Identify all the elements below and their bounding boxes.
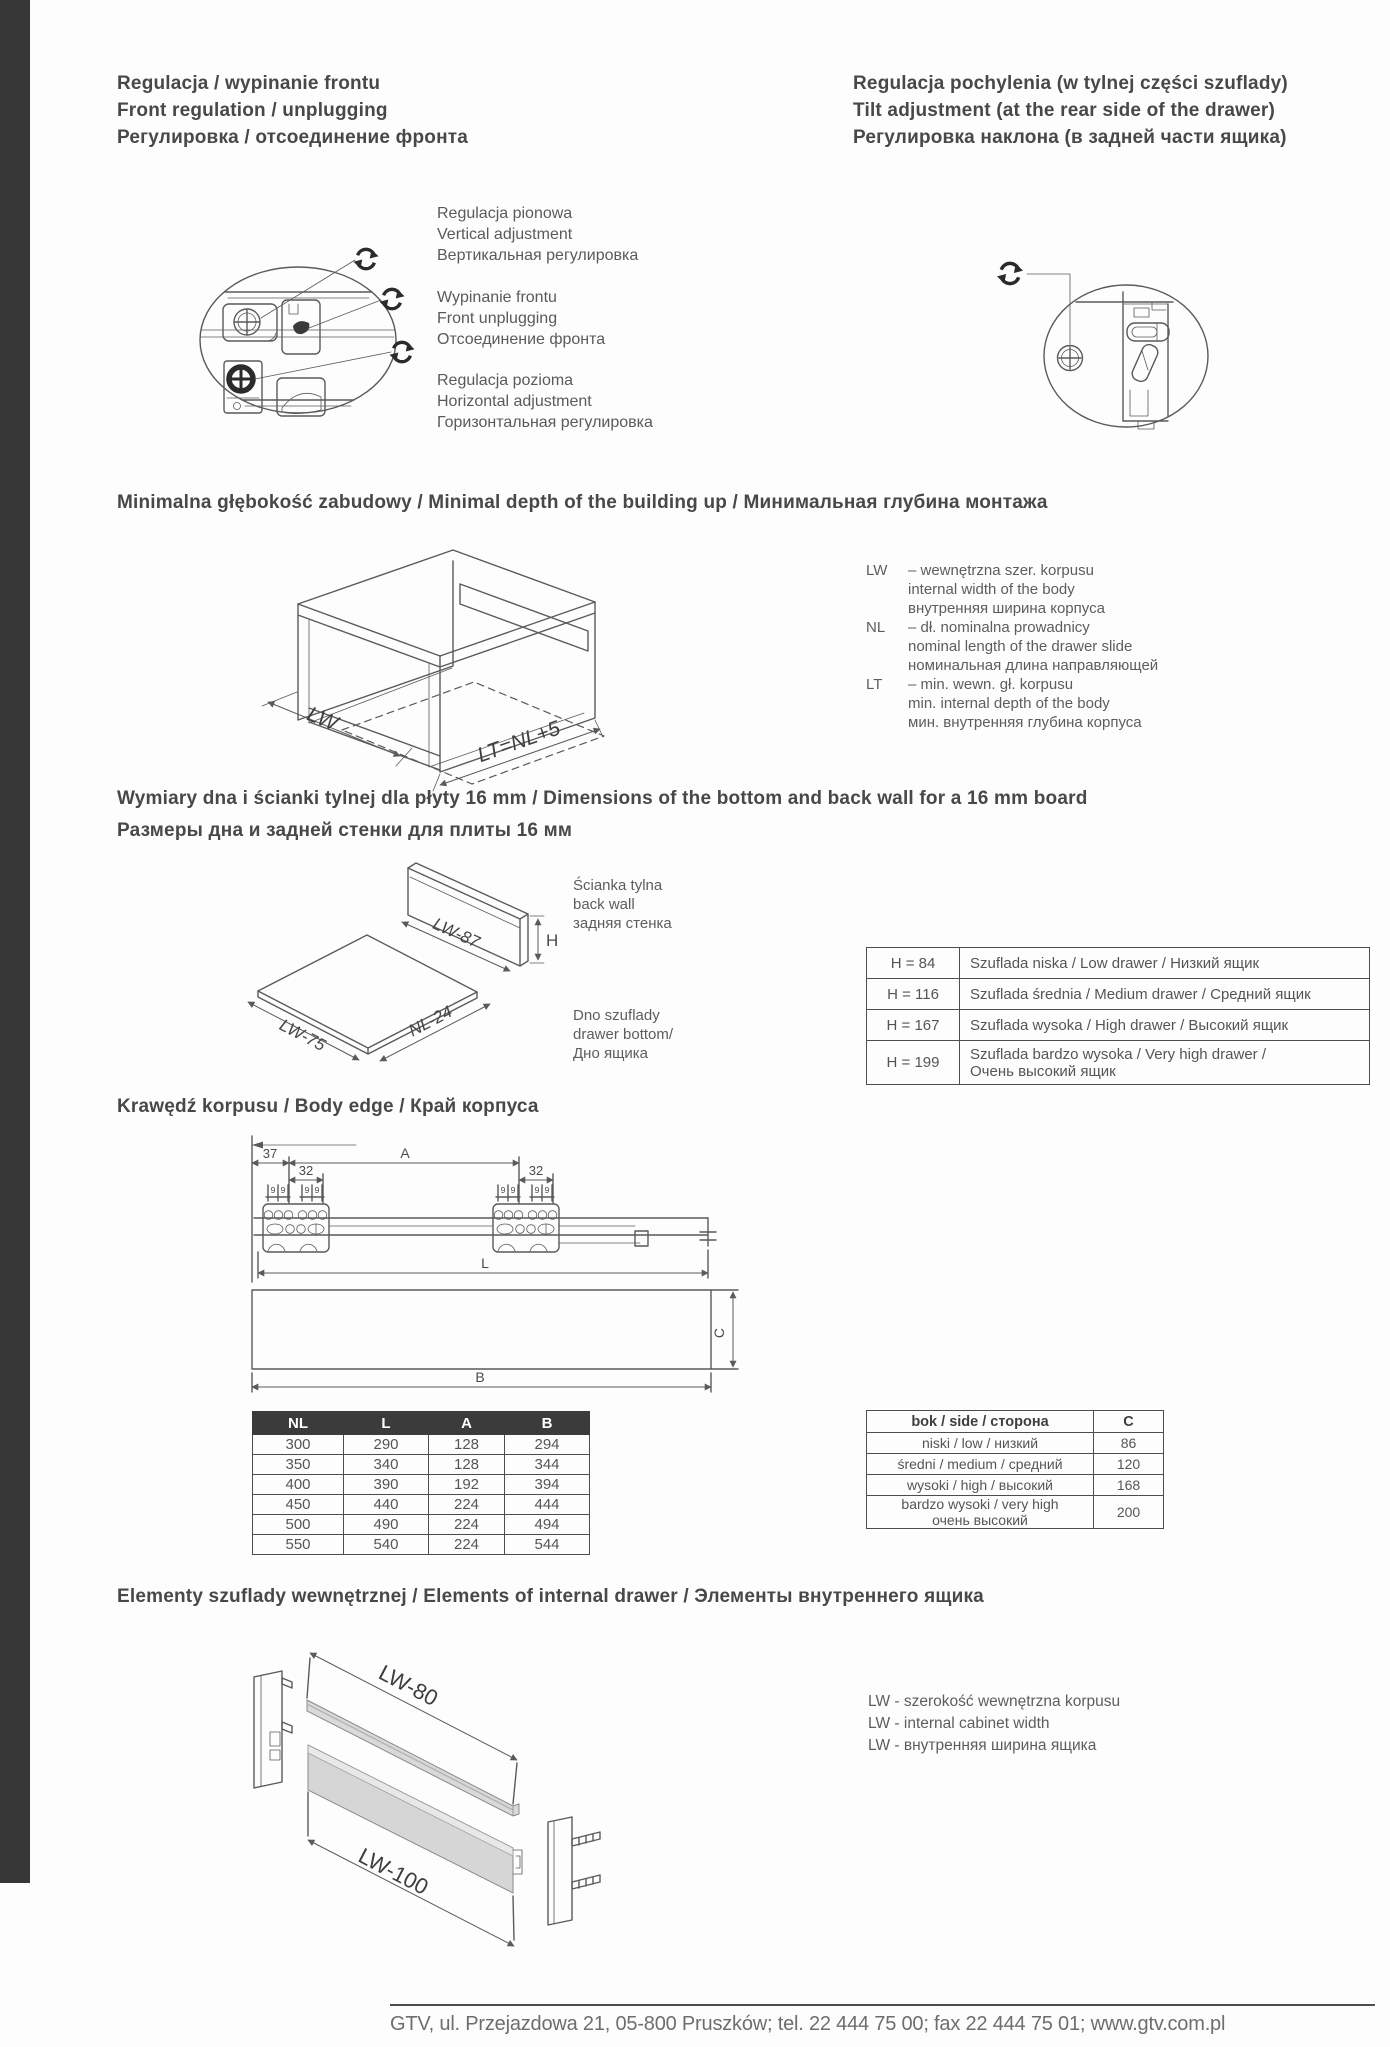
dim-label-lw: LW	[303, 702, 341, 736]
dim-9-group	[266, 1185, 290, 1201]
legend-lw-en: internal width of the body	[908, 581, 1075, 598]
h-value: H = 84	[867, 948, 960, 979]
table-row: bardzo wysoki / very high очень высокий 200	[867, 1496, 1164, 1529]
legend-abbr-nl: NL	[866, 619, 886, 636]
dim-32: 32	[528, 1163, 544, 1178]
heading-front-regulation-ru: Регулировка / отсоединение фронта	[117, 127, 469, 148]
heading-tilt-adjustment-pl: Regulacja pochylenia (w tylnej części szuflady)	[853, 73, 1288, 94]
col-nl: NL	[253, 1412, 344, 1435]
drawer-height-table	[866, 947, 1370, 1085]
legend-row-nl	[866, 618, 1158, 675]
dim-b: B	[475, 1369, 485, 1385]
label-back-wall-ru: задняя стенка	[573, 915, 672, 932]
legend-row-lw	[866, 561, 1158, 618]
label-horizontal-pl: Regulacja pozioma	[437, 372, 574, 389]
label-drawer-bottom	[573, 1006, 673, 1063]
dim-label-lw100: LW-100	[354, 1842, 433, 1900]
heading-internal-drawer: Elementy szuflady wewnętrznej / Elements of internal drawer / Элементы внутреннего ящика	[117, 1586, 984, 1607]
dim-9-group	[496, 1185, 520, 1201]
dim-label-lw80: LW-80	[374, 1659, 443, 1711]
lw-legend	[868, 1691, 1120, 1757]
release-latch	[293, 321, 309, 334]
label-back-wall-pl: Ścianka tylna	[573, 877, 663, 894]
label-unplug-en: Front unplugging	[437, 310, 558, 327]
rotation-arrow-icon	[379, 289, 404, 308]
slide-dimension-drawing	[230, 1130, 750, 1410]
side-height-table	[866, 1410, 1164, 1529]
table-header-row	[867, 1411, 1164, 1433]
heading-front-regulation-pl: Regulacja / wypinanie frontu	[117, 73, 381, 94]
right-bracket	[548, 1817, 572, 1925]
dim-label-lt: LT=NL+5	[474, 716, 564, 768]
heading-board16-line2: Размеры дна и задней стенки для плиты 16 мм	[117, 820, 573, 841]
legend-abbr-lw: LW	[866, 562, 888, 579]
lw-legend-en: LW - internal cabinet width	[868, 1715, 1050, 1732]
heading-tilt-adjustment-en: Tilt adjustment (at the rear side of the drawer)	[853, 100, 1276, 121]
table-row: 400 390 192 394	[253, 1475, 590, 1495]
dim-37: 37	[262, 1146, 278, 1161]
col-side: bok / side / сторона	[867, 1411, 1094, 1433]
col-a: A	[429, 1412, 505, 1435]
rotation-arrow-icon	[389, 342, 414, 361]
svg-text:9: 9	[510, 1185, 516, 1195]
rotation-arrow-icon	[997, 263, 1023, 283]
legend-lw-pl: – wewnętrzna szer. korpusu	[908, 562, 1094, 579]
legend-lw-ru: внутренняя ширина корпуса	[908, 600, 1105, 617]
table-row	[867, 948, 1370, 979]
dim-c: C	[711, 1327, 727, 1339]
heading-tilt-adjustment-ru: Регулировка наклона (в задней части ящика)	[853, 127, 1287, 148]
label-front-unplugging	[437, 287, 605, 350]
dim-32: 32	[298, 1163, 314, 1178]
table-row: 550 540 224 544	[253, 1535, 590, 1555]
dim-9-group	[530, 1185, 554, 1201]
dim-9-group	[300, 1185, 324, 1201]
lw-legend-pl: LW - szerokość wewnętrzna korpusu	[868, 1693, 1121, 1710]
table-row: 350 340 128 344	[253, 1455, 590, 1475]
svg-text:9: 9	[314, 1185, 320, 1195]
dim-l: L	[481, 1255, 489, 1271]
legend-lt-en: min. internal depth of the body	[908, 695, 1110, 712]
dim-label-nl24: NL-24	[405, 1002, 456, 1041]
slide-length-table	[252, 1411, 590, 1555]
label-horizontal-ru: Горизонтальная регулировка	[437, 414, 653, 431]
col-b: B	[505, 1412, 590, 1435]
svg-text:9: 9	[270, 1185, 276, 1195]
h-desc-line2: Очень высокий ящик	[970, 1062, 1116, 1080]
heading-board16	[117, 783, 1088, 847]
h-value: H = 199	[867, 1041, 960, 1085]
label-back-wall-en: back wall	[573, 896, 635, 913]
mounting-block	[263, 1204, 329, 1252]
heading-minimal-depth: Minimalna głębokość zabudowy / Minimal depth of the building up / Минимальная глубина монтажа	[117, 492, 1048, 513]
label-unplug-ru: Отсоединение фронта	[437, 331, 606, 348]
col-c: C	[1094, 1411, 1164, 1433]
footer-address: GTV, ul. Przejazdowa 21, 05-800 Pruszków; tel. 22 444 75 00; fax 22 444 75 01; www.gtv.com.pl	[390, 2013, 1226, 2035]
table-row: wysoki / high / высокий 168	[867, 1475, 1164, 1496]
legend-lt-pl: – min. wewn. gł. korpusu	[908, 676, 1074, 693]
mounting-block	[493, 1204, 559, 1252]
label-horizontal-en: Horizontal adjustment	[437, 393, 592, 410]
h-value: H = 167	[867, 1010, 960, 1041]
table-row	[867, 1010, 1370, 1041]
table-row: 300 290 128 294	[253, 1435, 590, 1455]
svg-text:9: 9	[544, 1185, 550, 1195]
legend-row-lt	[866, 675, 1158, 732]
dim-label-h: H	[546, 931, 559, 950]
svg-text:9: 9	[500, 1185, 506, 1195]
left-bracket	[254, 1671, 282, 1788]
label-vertical-ru: Вертикальная регулировка	[437, 247, 639, 264]
lw-legend-ru: LW - внутренняя ширина ящика	[868, 1737, 1097, 1754]
label-drawer-bottom-en: drawer bottom/	[573, 1026, 674, 1043]
h-desc: Szuflada wysoka / High drawer / Высокий ящик	[960, 1010, 1370, 1041]
h-desc: Szuflada niska / Low drawer / Низкий ящик	[960, 948, 1370, 979]
label-back-wall	[573, 876, 672, 933]
label-unplug-pl: Wypinanie frontu	[437, 289, 557, 306]
heading-board16-line1: Wymiary dna i ścianki tylnej dla płyty 16 mm / Dimensions of the bottom and back wall for a 16 mm board	[117, 788, 1088, 809]
table-row	[867, 979, 1370, 1010]
legend-abbr-lt: LT	[866, 676, 883, 693]
left-edge-accent-bar	[0, 0, 30, 1883]
label-vertical-en: Vertical adjustment	[437, 226, 573, 243]
heading-front-regulation-en: Front regulation / unplugging	[117, 100, 388, 121]
svg-text:9: 9	[280, 1185, 286, 1195]
col-l: L	[344, 1412, 429, 1435]
footer-divider	[390, 2004, 1375, 2006]
label-vertical-pl: Regulacja pionowa	[437, 205, 573, 222]
legend-nl-ru: номинальная длина направляющей	[908, 657, 1159, 674]
h-desc-line1: Szuflada bardzo wysoka / Very high drawer /	[970, 1045, 1266, 1063]
table-row: niski / low / низкий 86	[867, 1433, 1164, 1454]
dim-label-lw87: LW-87	[429, 914, 483, 952]
h-desc: Szuflada średnia / Medium drawer / Средний ящик	[960, 979, 1370, 1010]
abbreviation-legend	[866, 561, 1158, 732]
svg-text:9: 9	[534, 1185, 540, 1195]
heading-tilt-adjustment	[853, 70, 1288, 151]
legend-nl-en: nominal length of the drawer slide	[908, 638, 1133, 655]
dim-a: A	[400, 1145, 410, 1161]
svg-text:9: 9	[304, 1185, 310, 1195]
table-row: 450 440 224 444	[253, 1495, 590, 1515]
legend-lt-ru: мин. внутренняя глубина корпуса	[908, 714, 1142, 731]
label-vertical-adjustment	[437, 203, 638, 266]
side-panel-outline	[252, 1290, 711, 1369]
dim-label-lw75: LW-75	[276, 1015, 329, 1055]
table-header-row	[253, 1412, 590, 1435]
h-value: H = 116	[867, 979, 960, 1010]
heading-body-edge: Krawędź korpusu / Body edge / Край корпуса	[117, 1096, 539, 1117]
tilt-adjustment-diagram	[990, 250, 1250, 450]
table-row: 500 490 224 494	[253, 1515, 590, 1535]
heading-front-regulation	[117, 70, 468, 151]
internal-drawer-elements-diagram	[230, 1620, 650, 1960]
table-row	[867, 1041, 1370, 1085]
table-row: średni / medium / средний 120	[867, 1454, 1164, 1475]
label-drawer-bottom-pl: Dno szuflady	[573, 1007, 660, 1024]
cabinet-isometric-diagram	[250, 540, 650, 800]
legend-nl-pl: – dł. nominalna prowadnicy	[908, 619, 1090, 636]
h-desc	[960, 1041, 1370, 1085]
label-horizontal-adjustment	[437, 370, 653, 433]
label-drawer-bottom-ru: Дно ящика	[573, 1045, 649, 1062]
rotation-arrow-icon	[353, 249, 378, 268]
front-adjustment-diagram	[185, 240, 445, 450]
